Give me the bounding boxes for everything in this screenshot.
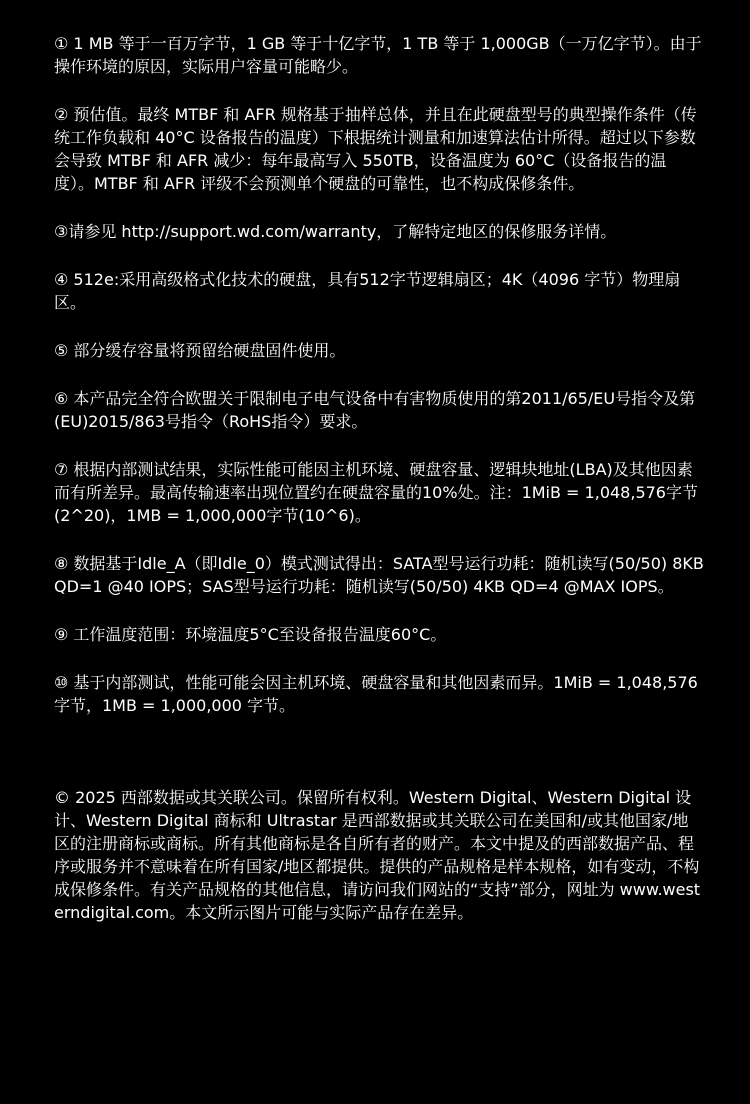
copyright-notice: © 2025 西部数据或其关联公司。保留所有权利。Western Digital、Western Digital 设计、Western Digital 商标和 Ultrastar 是西部数据或其关联公司在美国和/或其他国家/地区的注册商标或商标。所有其他商标是各自所有者的财产。本文中提及的西部数据产品、程序或服务并不意味着在所有国家/地区都提供。提供的产品规格是样本规格，如有变动，不构成保修条件。有关产品规格的其他信息，请访问我们网站的“支持”部分，网址为 www.westerndigital.com。本文所示图片可能与实际产品存在差异。	[54, 788, 701, 922]
footnote-3-warranty: ③请参见 http://support.wd.com/warranty，了解特定地区的保修服务详情。	[54, 222, 617, 241]
footnote-8-power: ⑧ 数据基于Idle_A（即Idle_0）模式测试得出：SATA型号运行功耗：随机读写(50/50) 8KB QD=1 @40 IOPS；SAS型号运行功耗：随机读写(50/50) 4KB QD=4 @MAX IOPS。	[54, 554, 704, 596]
footnotes-section	[54, 32, 704, 940]
footnote-9-temperature: ⑨ 工作温度范围：环境温度5°C至设备报告温度60°C。	[54, 625, 447, 644]
footnote-6-rohs: ⑥ 本产品完全符合欧盟关于限制电子电气设备中有害物质使用的第2011/65/EU号指令及第(EU)2015/863号指令（RoHS指令）要求。	[54, 389, 696, 431]
footnote-10-internal-testing: ⑩ 基于内部测试，性能可能会因主机环境、硬盘容量和其他因素而异。1MiB = 1,048,576 字节，1MB = 1,000,000 字节。	[54, 673, 698, 715]
footnote-7-performance: ⑦ 根据内部测试结果，实际性能可能因主机环境、硬盘容量、逻辑块地址(LBA)及其他因素而有所差异。最高传输速率出现位置约在硬盘容量的10%处。注：1MiB = 1,048,576字节(2^20)，1MB = 1,000,000字节(10^6)。	[54, 460, 698, 525]
footnote-1-capacity: ① 1 MB 等于一百万字节，1 GB 等于十亿字节，1 TB 等于 1,000GB（一万亿字节）。由于操作环境的原因，实际用户容量可能略少。	[54, 34, 702, 76]
footnote-4-512e: ④ 512e:采用高级格式化技术的硬盘，具有512字节逻辑扇区；4K（4096 字节）物理扇区。	[54, 270, 681, 312]
footnote-2-mtbf-afr: ② 预估值。最终 MTBF 和 AFR 规格基于抽样总体，并且在此硬盘型号的典型操作条件（传统工作负载和 40°C 设备报告的温度）下根据统计测量和加速算法估计所得。超过以下参数会导致 MTBF 和 AFR 减少：每年最高写入 550TB，设备温度为 60°C（设备报告的温度）。MTBF 和 AFR 评级不会预测单个硬盘的可靠性，也不构成保修条件。	[54, 105, 697, 193]
footnote-5-cache: ⑤ 部分缓存容量将预留给硬盘固件使用。	[54, 341, 346, 360]
